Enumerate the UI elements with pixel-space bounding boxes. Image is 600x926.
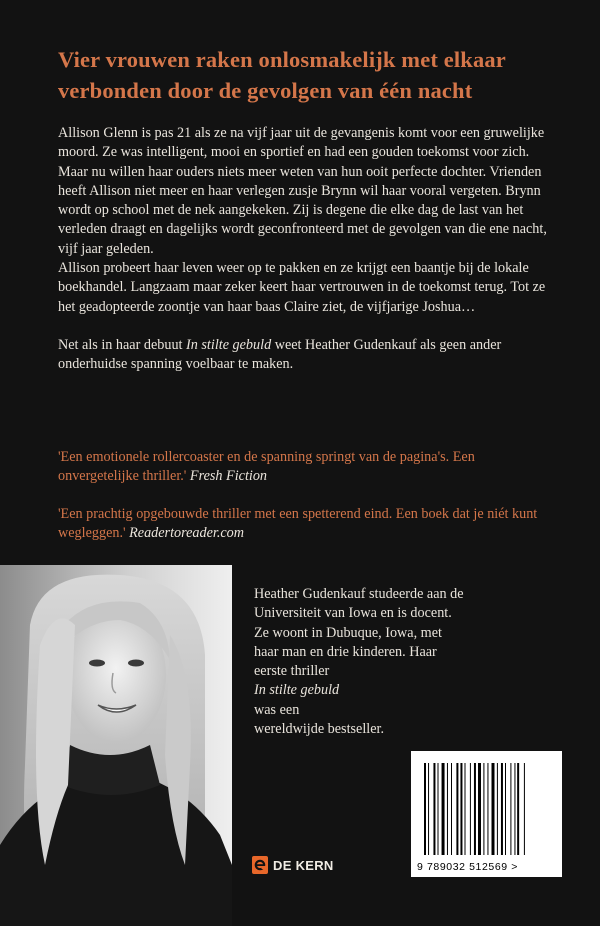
publisher-name: DE KERN [273,857,334,873]
synopsis-p3-before: Net als in haar debuut [58,336,187,353]
barcode-bar [501,763,503,855]
author-bio [254,585,524,739]
bio-line-1: Heather Gudenkauf studeerde aan de [254,586,464,602]
barcode-bar [424,763,426,855]
barcode-bar [428,763,429,855]
bio-line-5 [254,662,524,720]
barcode-bar [474,763,476,855]
bio-line-2: Universiteit van Iowa en is docent. [254,605,452,622]
bio-line-6: wereldwijde bestseller. [254,721,385,738]
barcode-bar [505,763,506,855]
bio-line-3: Ze woont in Dubuque, Iowa, met [254,624,442,641]
author-photo [0,565,232,926]
isbn-barcode [411,751,562,877]
bio-line-5-before: eerste thriller [254,663,330,680]
back-cover-headline [58,44,558,106]
barcode-bar [510,763,511,855]
barcode-bar [438,763,439,855]
synopsis-p3-after: weet Heather Gudenkauf als geen ander onderhuidse spanning voelbaar te maken. [58,336,502,373]
barcode-bar [465,763,466,855]
barcode-bar [497,763,498,855]
headline-line-1: Vier vrouwen raken onlosmakelijk met elkaar [58,47,506,72]
isbn-number: 9 789032 512569 > [417,861,518,873]
barcode-bar [483,763,484,855]
headline-line-2: verbonden door de gevolgen van één nacht [58,78,473,103]
quote-source: Fresh Fiction [189,468,268,485]
synopsis [58,124,558,375]
synopsis-paragraph-3 [58,336,558,375]
bio-line-5-after: was een [254,701,300,718]
barcode-bar [442,763,445,855]
bio-line-4: haar man en drie kinderen. Haar [254,643,437,660]
barcode-bar [447,763,448,855]
barcode-bar [478,763,481,855]
barcode-bar [470,763,471,855]
synopsis-paragraph-1: Allison Glenn is pas 21 als ze na vijf jaar uit de gevangenis komt voor een gruwelijke moord. Ze was intelligent, mooi en sportief en had een gouden toekomst voor zich. Maar nu willen haar ouders niets meer weten van hun ooit perfecte dochter. Vrienden heeft Allison niet meer en haar verlegen zusje Brynn wil haar vooral vergeten. Brynn wordt op school met de nek aangekeken. Zij is degene die elke dag de last van het verleden draagt en dagelijks wordt geconfronteerd met de gevolgen van die ene nacht, vijf jaar geleden. [58,125,547,257]
quote-source: Readertoreader.com [129,525,245,542]
barcode-bar [460,763,462,855]
de-kern-logo-icon [252,856,268,874]
author-portrait-image [0,565,232,926]
barcode-bar [524,763,525,855]
publisher-logo [252,855,334,875]
synopsis-paragraph-2: Allison probeert haar leven weer op te pakken en ze krijgt een baantje bij de lokale boekhandel. Langzaam maar zeker keert haar vertrouwen in de toekomst terug. Tot ze het geadopteerde zoontje van haar baas Claire ziet, de vijfjarige Joshua… [58,260,546,315]
review-quote-2 [58,505,558,544]
bio-book-title: In stilte gebuld [254,682,340,699]
publisher-e-mark [254,859,266,871]
barcode-bar [451,763,452,855]
quote-text: 'Een emotionele rollercoaster en de spanning springt van de pagina's. Een onvergetelijke thriller.' [58,449,475,485]
barcode-bar [514,763,515,855]
barcode-bar [487,763,488,855]
barcode-bars [424,763,550,855]
barcode-bar [492,763,495,855]
barcode-bar [517,763,519,855]
barcode-bar [433,763,435,855]
debut-title: In stilte gebuld [186,336,272,353]
review-quote-1 [58,448,558,487]
barcode-bar [456,763,458,855]
quote-text: 'Een prachtig opgebouwde thriller met een spetterend eind. Een boek dat je niét kunt wegleggen.' [58,506,538,542]
